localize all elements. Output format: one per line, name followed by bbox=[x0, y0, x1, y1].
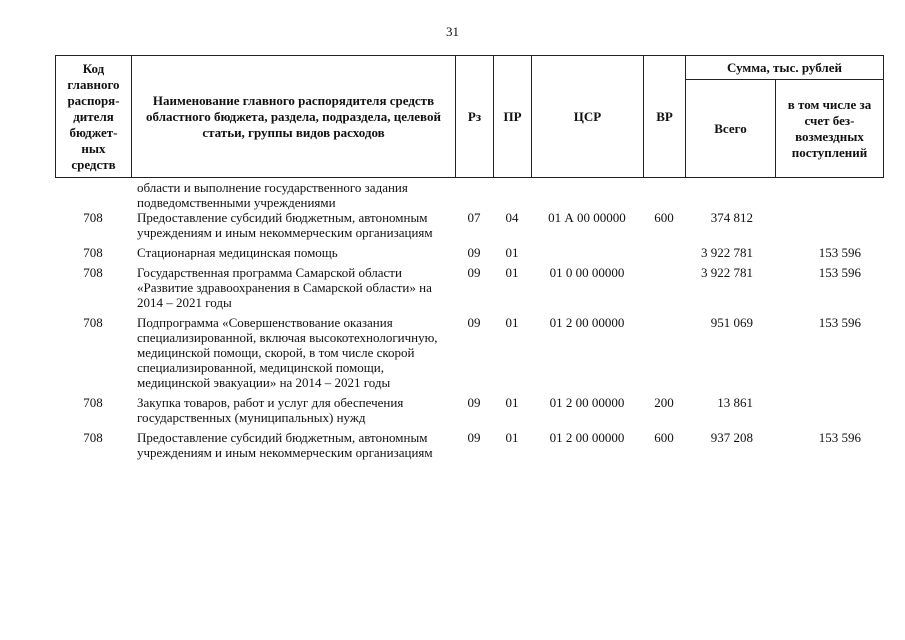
cell-vr bbox=[643, 265, 685, 315]
cell-name: Предоставление субсидий бюджетным, автономным учреждениям и иным некоммерческим организациям bbox=[137, 210, 433, 240]
table-header bbox=[55, 55, 884, 178]
cell-csr bbox=[531, 180, 643, 210]
cell-vsego: 937 208 bbox=[710, 430, 753, 445]
cell-name: Стационарная медицинская помощь bbox=[137, 245, 338, 260]
cell-vsego: 3 922 781 bbox=[701, 245, 753, 260]
cell-rz bbox=[455, 180, 493, 210]
header-name: Наименование главного распорядителя средств областного бюджета, раздела, подраздела, целевой статьи, группы видов расходов bbox=[132, 56, 456, 178]
cell-vtom bbox=[775, 180, 883, 210]
budget-table bbox=[55, 180, 883, 465]
cell-kod: 708 bbox=[83, 210, 103, 225]
header-csr: ЦСР bbox=[532, 56, 644, 178]
cell-name: Предоставление субсидий бюджетным, автономным учреждениям и иным некоммерческим организациям bbox=[137, 430, 433, 460]
cell-rz: 09 bbox=[467, 265, 481, 280]
cell-vtom: 153 596 bbox=[818, 265, 861, 280]
cell-name: Закупка товаров, работ и услуг для обеспечения государственных (муниципальных) нужд bbox=[137, 395, 404, 425]
cell-vr bbox=[643, 315, 685, 395]
table-row bbox=[55, 180, 883, 210]
header-vsego: Всего bbox=[686, 80, 776, 178]
cell-kod: 708 bbox=[83, 430, 103, 445]
cell-vtom bbox=[775, 395, 883, 430]
table-row bbox=[55, 245, 883, 265]
cell-vtom: 153 596 bbox=[818, 315, 861, 330]
cell-rz: 09 bbox=[467, 430, 481, 445]
cell-kod: 708 bbox=[83, 265, 103, 280]
cell-rz: 07 bbox=[467, 210, 481, 225]
table-row bbox=[55, 430, 883, 465]
cell-pr bbox=[493, 180, 531, 210]
cell-csr bbox=[531, 245, 643, 265]
header-pr: ПР bbox=[494, 56, 532, 178]
table-row bbox=[55, 210, 883, 245]
cell-vr: 200 bbox=[654, 395, 674, 410]
cell-pr: 01 bbox=[505, 395, 519, 410]
cell-vsego bbox=[685, 180, 775, 210]
page-number: 31 bbox=[446, 24, 459, 39]
cell-rz: 09 bbox=[467, 245, 481, 260]
cell-pr: 01 bbox=[505, 245, 519, 260]
cell-vsego: 374 812 bbox=[710, 210, 753, 225]
header-summa: Сумма, тыс. рублей bbox=[686, 56, 884, 80]
cell-rz: 09 bbox=[467, 395, 481, 410]
table-row bbox=[55, 265, 883, 315]
cell-pr: 04 bbox=[505, 210, 519, 225]
cell-vsego: 3 922 781 bbox=[701, 265, 753, 280]
table-row bbox=[55, 395, 883, 430]
cell-vtom bbox=[775, 210, 883, 245]
table-row bbox=[55, 315, 883, 395]
cell-kod: 708 bbox=[83, 395, 103, 410]
cell-pr: 01 bbox=[505, 430, 519, 445]
cell-vtom: 153 596 bbox=[818, 430, 861, 445]
cell-name: Подпрограмма «Совершенствование оказания специализированной, включая высокотехнологичную, медицинской помощи, скорой, в том числе скорой специализированной, медицинской помощи, медицинской эвакуации» на 2014 – 2021 годы bbox=[137, 315, 438, 390]
header-vtom: в том числе за счет без-возмездных поступлений bbox=[776, 80, 884, 178]
cell-vr: 600 bbox=[654, 210, 674, 225]
cell-csr: 01 2 00 00000 bbox=[549, 430, 625, 445]
header-vr: ВР bbox=[644, 56, 686, 178]
cell-name: Государственная программа Самарской области «Развитие здравоохранения в Самарской области» на 2014 – 2021 годы bbox=[137, 265, 432, 310]
cell-csr: 01 2 00 00000 bbox=[549, 315, 625, 330]
cell-vr bbox=[643, 180, 685, 210]
cell-vsego: 13 861 bbox=[717, 395, 753, 410]
header-kod: Код главного распоря-дителя бюджет-ных средств bbox=[56, 56, 132, 178]
cell-vtom: 153 596 bbox=[818, 245, 861, 260]
cell-vr bbox=[643, 245, 685, 265]
cell-name: области и выполнение государственного задания подведомственными учреждениями bbox=[137, 180, 408, 210]
cell-kod: 708 bbox=[83, 245, 103, 260]
cell-vsego: 951 069 bbox=[710, 315, 753, 330]
cell-csr: 01 2 00 00000 bbox=[549, 395, 625, 410]
cell-vr: 600 bbox=[654, 430, 674, 445]
cell-kod bbox=[55, 180, 131, 210]
cell-pr: 01 bbox=[505, 315, 519, 330]
cell-kod: 708 bbox=[83, 315, 103, 330]
cell-pr: 01 bbox=[505, 265, 519, 280]
cell-csr: 01 0 00 00000 bbox=[549, 265, 625, 280]
cell-rz: 09 bbox=[467, 315, 481, 330]
header-rz: Рз bbox=[456, 56, 494, 178]
cell-csr: 01 А 00 00000 bbox=[548, 210, 626, 225]
